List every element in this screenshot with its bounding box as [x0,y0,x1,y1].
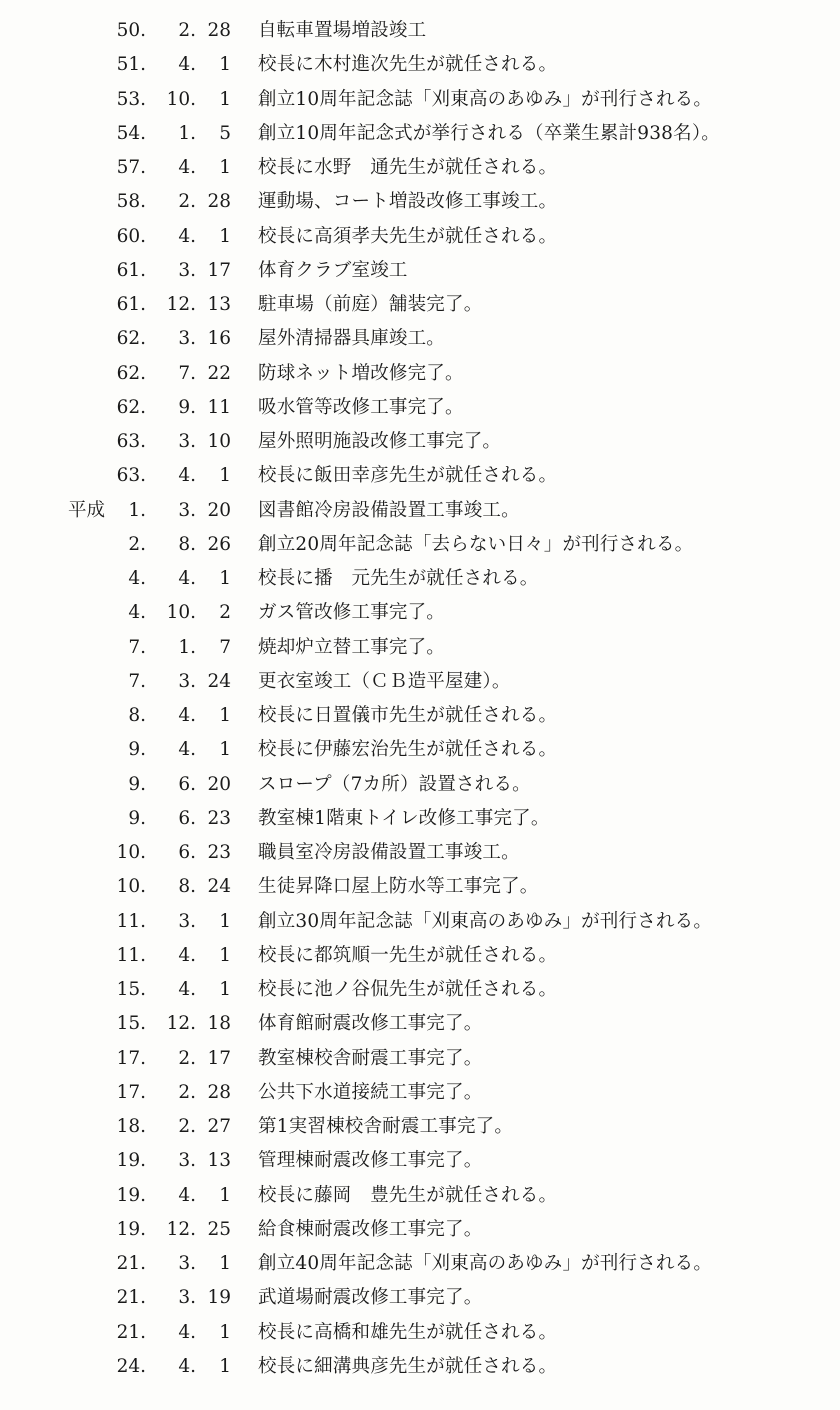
entry-year: 4. [128,602,146,624]
entry-day: 25 [207,1218,231,1240]
entry-year: 8. [128,705,146,726]
chronology-entry [0,1076,840,1110]
entry-event: 校長に伊藤宏治先生が就任される。 [258,739,558,761]
entry-month: 12. [166,294,196,315]
entry-year: 17. [116,1081,146,1103]
entry-day: 1 [219,225,231,247]
chronology-entry [0,425,840,459]
entry-day: 16 [207,328,231,350]
entry-day: 22 [207,362,231,384]
entry-year: 7. [128,670,146,692]
entry-day: 23 [207,807,231,829]
entry-month: 3. [178,1287,196,1309]
entry-month: 6. [178,807,196,829]
entry-day: 17 [207,259,231,281]
chronology-entry [0,1350,840,1384]
entry-month: 12. [166,1218,196,1240]
entry-event: 校長に飯田幸彦先生が就任される。 [258,465,558,487]
entry-day: 17 [207,1047,231,1069]
entry-month: 4. [178,739,196,761]
entry-event: 校長に高須孝夫先生が就任される。 [258,225,558,247]
entry-event: 屋外清掃器具庫竣工。 [258,328,446,350]
entry-day: 1 [219,88,231,110]
entry-event: 教室棟校舎耐震工事完了。 [258,1047,483,1069]
entry-event: 校長に藤岡 豊先生が就任される。 [258,1184,558,1206]
chronology-entry [0,1281,840,1315]
entry-day: 5 [219,122,231,144]
entry-month: 10. [166,88,196,110]
entry-event: 焼却炉立替工事完了。 [258,636,446,658]
entry-year: 50. [116,20,146,41]
entry-year: 54. [116,122,146,144]
entry-event: 校長に木村進次先生が就任される。 [258,54,558,76]
entry-month: 2. [178,1047,196,1069]
entry-day: 28 [207,191,231,213]
entry-month: 3. [178,1253,196,1274]
entry-day: 1 [219,910,231,932]
entry-month: 3. [178,499,196,521]
entry-year: 53. [116,88,146,110]
entry-event: 第1実習棟校舎耐震工事完了。 [258,1116,514,1137]
chronology-entry [0,151,840,185]
entry-day: 11 [207,396,231,418]
chronology-entry [0,1179,840,1213]
entry-day: 13 [207,294,231,315]
entry-day: 1 [219,465,231,487]
chronology-entry [0,699,840,733]
entry-year: 63. [116,431,146,452]
entry-event: ガス管改修工事完了。 [258,602,446,624]
entry-year: 51. [116,54,146,76]
entry-year: 17. [116,1047,146,1069]
entry-month: 2. [178,1081,196,1103]
entry-year: 7. [128,636,146,658]
entry-event: 駐車場（前庭）舗装完了。 [258,294,483,315]
entry-month: 3. [178,670,196,692]
chronology-entry [0,528,840,562]
chronology-entry [0,48,840,82]
entry-event: 校長に高橋和雄先生が就任される。 [258,1321,558,1343]
entry-month: 4. [178,1355,196,1377]
chronology-entry [0,185,840,219]
entry-day: 24 [207,670,231,692]
chronology-entry [0,391,840,425]
chronology-entry [0,1316,840,1350]
entry-event: 創立20周年記念誌「去らない日々」が刊行される。 [258,533,694,555]
entry-month: 4. [178,979,196,1000]
entry-month: 6. [178,842,196,863]
chronology-entry [0,1247,840,1281]
entry-event: 校長に日置儀市先生が就任される。 [258,705,558,726]
entry-event: 更衣室竣工（ＣＢ造平屋建）。 [258,670,511,692]
entry-year: 58. [116,191,146,213]
entry-event: 運動場、コート増設改修工事竣工。 [258,191,558,213]
entry-year: 9. [128,807,146,829]
entry-day: 13 [207,1150,231,1172]
entry-year: 24. [116,1355,146,1377]
entry-month: 7. [178,362,196,384]
chronology-entry [0,1144,840,1178]
entry-day: 20 [207,773,231,795]
entry-event: 屋外照明施設改修工事完了。 [258,431,502,452]
entry-year: 11. [116,910,146,932]
entry-year: 63. [116,465,146,487]
entry-month: 3. [178,259,196,281]
entry-day: 1 [219,1253,231,1274]
entry-day: 1 [219,568,231,589]
entry-event: 武道場耐震改修工事完了。 [258,1287,483,1309]
chronology-entry [0,870,840,904]
entry-year: 61. [116,294,146,315]
chronology-entry [0,1110,840,1144]
chronology-entry [0,631,840,665]
entry-year: 62. [116,396,146,418]
chronology-entry [0,802,840,836]
chronology-entry [0,596,840,630]
entry-event: 校長に水野 通先生が就任される。 [258,157,558,178]
entry-year: 9. [128,739,146,761]
entry-month: 4. [178,465,196,487]
entry-month: 10. [166,602,196,624]
entry-day: 1 [219,1355,231,1377]
chronology-entry [0,117,840,151]
entry-month: 2. [178,191,196,213]
entry-month: 8. [178,533,196,555]
entry-month: 4. [178,157,196,178]
era-label: 平成 [68,499,106,521]
entry-year: 1. [128,499,146,521]
entry-year: 15. [116,1013,146,1035]
chronology-entry [0,733,840,767]
entry-month: 4. [178,54,196,76]
entry-day: 28 [207,20,231,41]
entry-year: 18. [116,1116,146,1137]
entry-day: 1 [219,157,231,178]
entry-event: 体育クラブ室竣工 [258,259,408,281]
chronology-entry [0,14,840,48]
entry-event: 体育館耐震改修工事完了。 [258,1013,483,1035]
entry-day: 23 [207,842,231,863]
entry-year: 61. [116,259,146,281]
entry-event: 校長に播 元先生が就任される。 [258,568,539,589]
entry-day: 1 [219,705,231,726]
entry-year: 4. [128,568,146,589]
entry-event: 教室棟1階東トイレ改修工事完了。 [258,807,550,829]
chronology-entry [0,1213,840,1247]
entry-month: 6. [178,773,196,795]
entry-event: 創立10周年記念誌「刈東高のあゆみ」が刊行される。 [258,88,713,110]
chronology-entry [0,939,840,973]
entry-year: 19. [116,1184,146,1206]
entry-year: 19. [116,1150,146,1172]
entry-day: 18 [207,1013,231,1035]
entry-day: 28 [207,1081,231,1103]
entry-day: 1 [219,739,231,761]
entry-event: 校長に都筑順一先生が就任される。 [258,944,558,966]
entry-month: 1. [178,122,196,144]
entry-day: 24 [207,876,231,898]
entry-year: 62. [116,328,146,350]
entry-year: 15. [116,979,146,1000]
entry-month: 4. [178,1184,196,1206]
entry-event: 吸水管等改修工事完了。 [258,396,464,418]
entry-day: 27 [207,1116,231,1137]
chronology-entry [0,254,840,288]
chronology-entry [0,1007,840,1041]
entry-year: 2. [128,533,146,555]
entry-event: 校長に池ノ谷侃先生が就任される。 [258,979,558,1000]
entry-event: 防球ネット増改修完了。 [258,362,464,384]
entry-event: 校長に細溝典彦先生が就任される。 [258,1355,558,1377]
entry-year: 11. [116,944,146,966]
entry-year: 21. [116,1253,146,1274]
entry-event: スロープ（7カ所）設置される。 [258,773,531,795]
entry-month: 3. [178,328,196,350]
chronology-list [0,14,840,1384]
chronology-entry [0,665,840,699]
entry-event: 創立30周年記念誌「刈東高のあゆみ」が刊行される。 [258,910,713,932]
entry-month: 4. [178,705,196,726]
entry-month: 4. [178,944,196,966]
chronology-entry [0,562,840,596]
entry-year: 19. [116,1218,146,1240]
entry-day: 20 [207,499,231,521]
entry-day: 1 [219,1184,231,1206]
chronology-entry [0,83,840,117]
entry-year: 9. [128,773,146,795]
entry-event: 職員室冷房設備設置工事竣工。 [258,842,520,863]
entry-month: 8. [178,876,196,898]
entry-month: 1. [178,636,196,658]
chronology-entry [0,494,840,528]
entry-event: 公共下水道接続工事完了。 [258,1081,483,1103]
entry-day: 1 [219,54,231,76]
chronology-entry [0,905,840,939]
chronology-entry [0,836,840,870]
entry-month: 12. [166,1013,196,1035]
entry-year: 62. [116,362,146,384]
entry-day: 7 [219,636,231,658]
chronology-entry [0,322,840,356]
entry-day: 10 [207,431,231,452]
entry-year: 10. [116,876,146,898]
entry-event: 創立40周年記念誌「刈東高のあゆみ」が刊行される。 [258,1253,713,1274]
entry-month: 2. [178,1116,196,1137]
chronology-entry [0,288,840,322]
entry-month: 3. [178,431,196,452]
entry-month: 4. [178,1321,196,1343]
entry-month: 3. [178,1150,196,1172]
entry-day: 1 [219,1321,231,1343]
chronology-entry [0,220,840,254]
chronology-entry [0,768,840,802]
entry-month: 3. [178,910,196,932]
entry-year: 21. [116,1321,146,1343]
entry-month: 9. [178,396,196,418]
entry-year: 10. [116,842,146,863]
entry-month: 4. [178,568,196,589]
entry-day: 2 [219,602,231,624]
entry-event: 図書館冷房設備設置工事竣工。 [258,499,520,521]
entry-year: 60. [116,225,146,247]
entry-event: 生徒昇降口屋上防水等工事完了。 [258,876,539,898]
entry-event: 管理棟耐震改修工事完了。 [258,1150,483,1172]
entry-month: 2. [178,20,196,41]
chronology-entry [0,357,840,391]
chronology-entry [0,459,840,493]
entry-year: 21. [116,1287,146,1309]
entry-event: 創立10周年記念式が挙行される（卒業生累計938名）。 [258,122,721,144]
entry-day: 19 [207,1287,231,1309]
chronology-entry [0,973,840,1007]
entry-year: 57. [116,157,146,178]
entry-event: 自転車置場増設竣工 [258,20,427,41]
entry-day: 1 [219,979,231,1000]
entry-day: 1 [219,944,231,966]
chronology-entry [0,1042,840,1076]
entry-day: 26 [207,533,231,555]
entry-month: 4. [178,225,196,247]
entry-event: 給食棟耐震改修工事完了。 [258,1218,483,1240]
